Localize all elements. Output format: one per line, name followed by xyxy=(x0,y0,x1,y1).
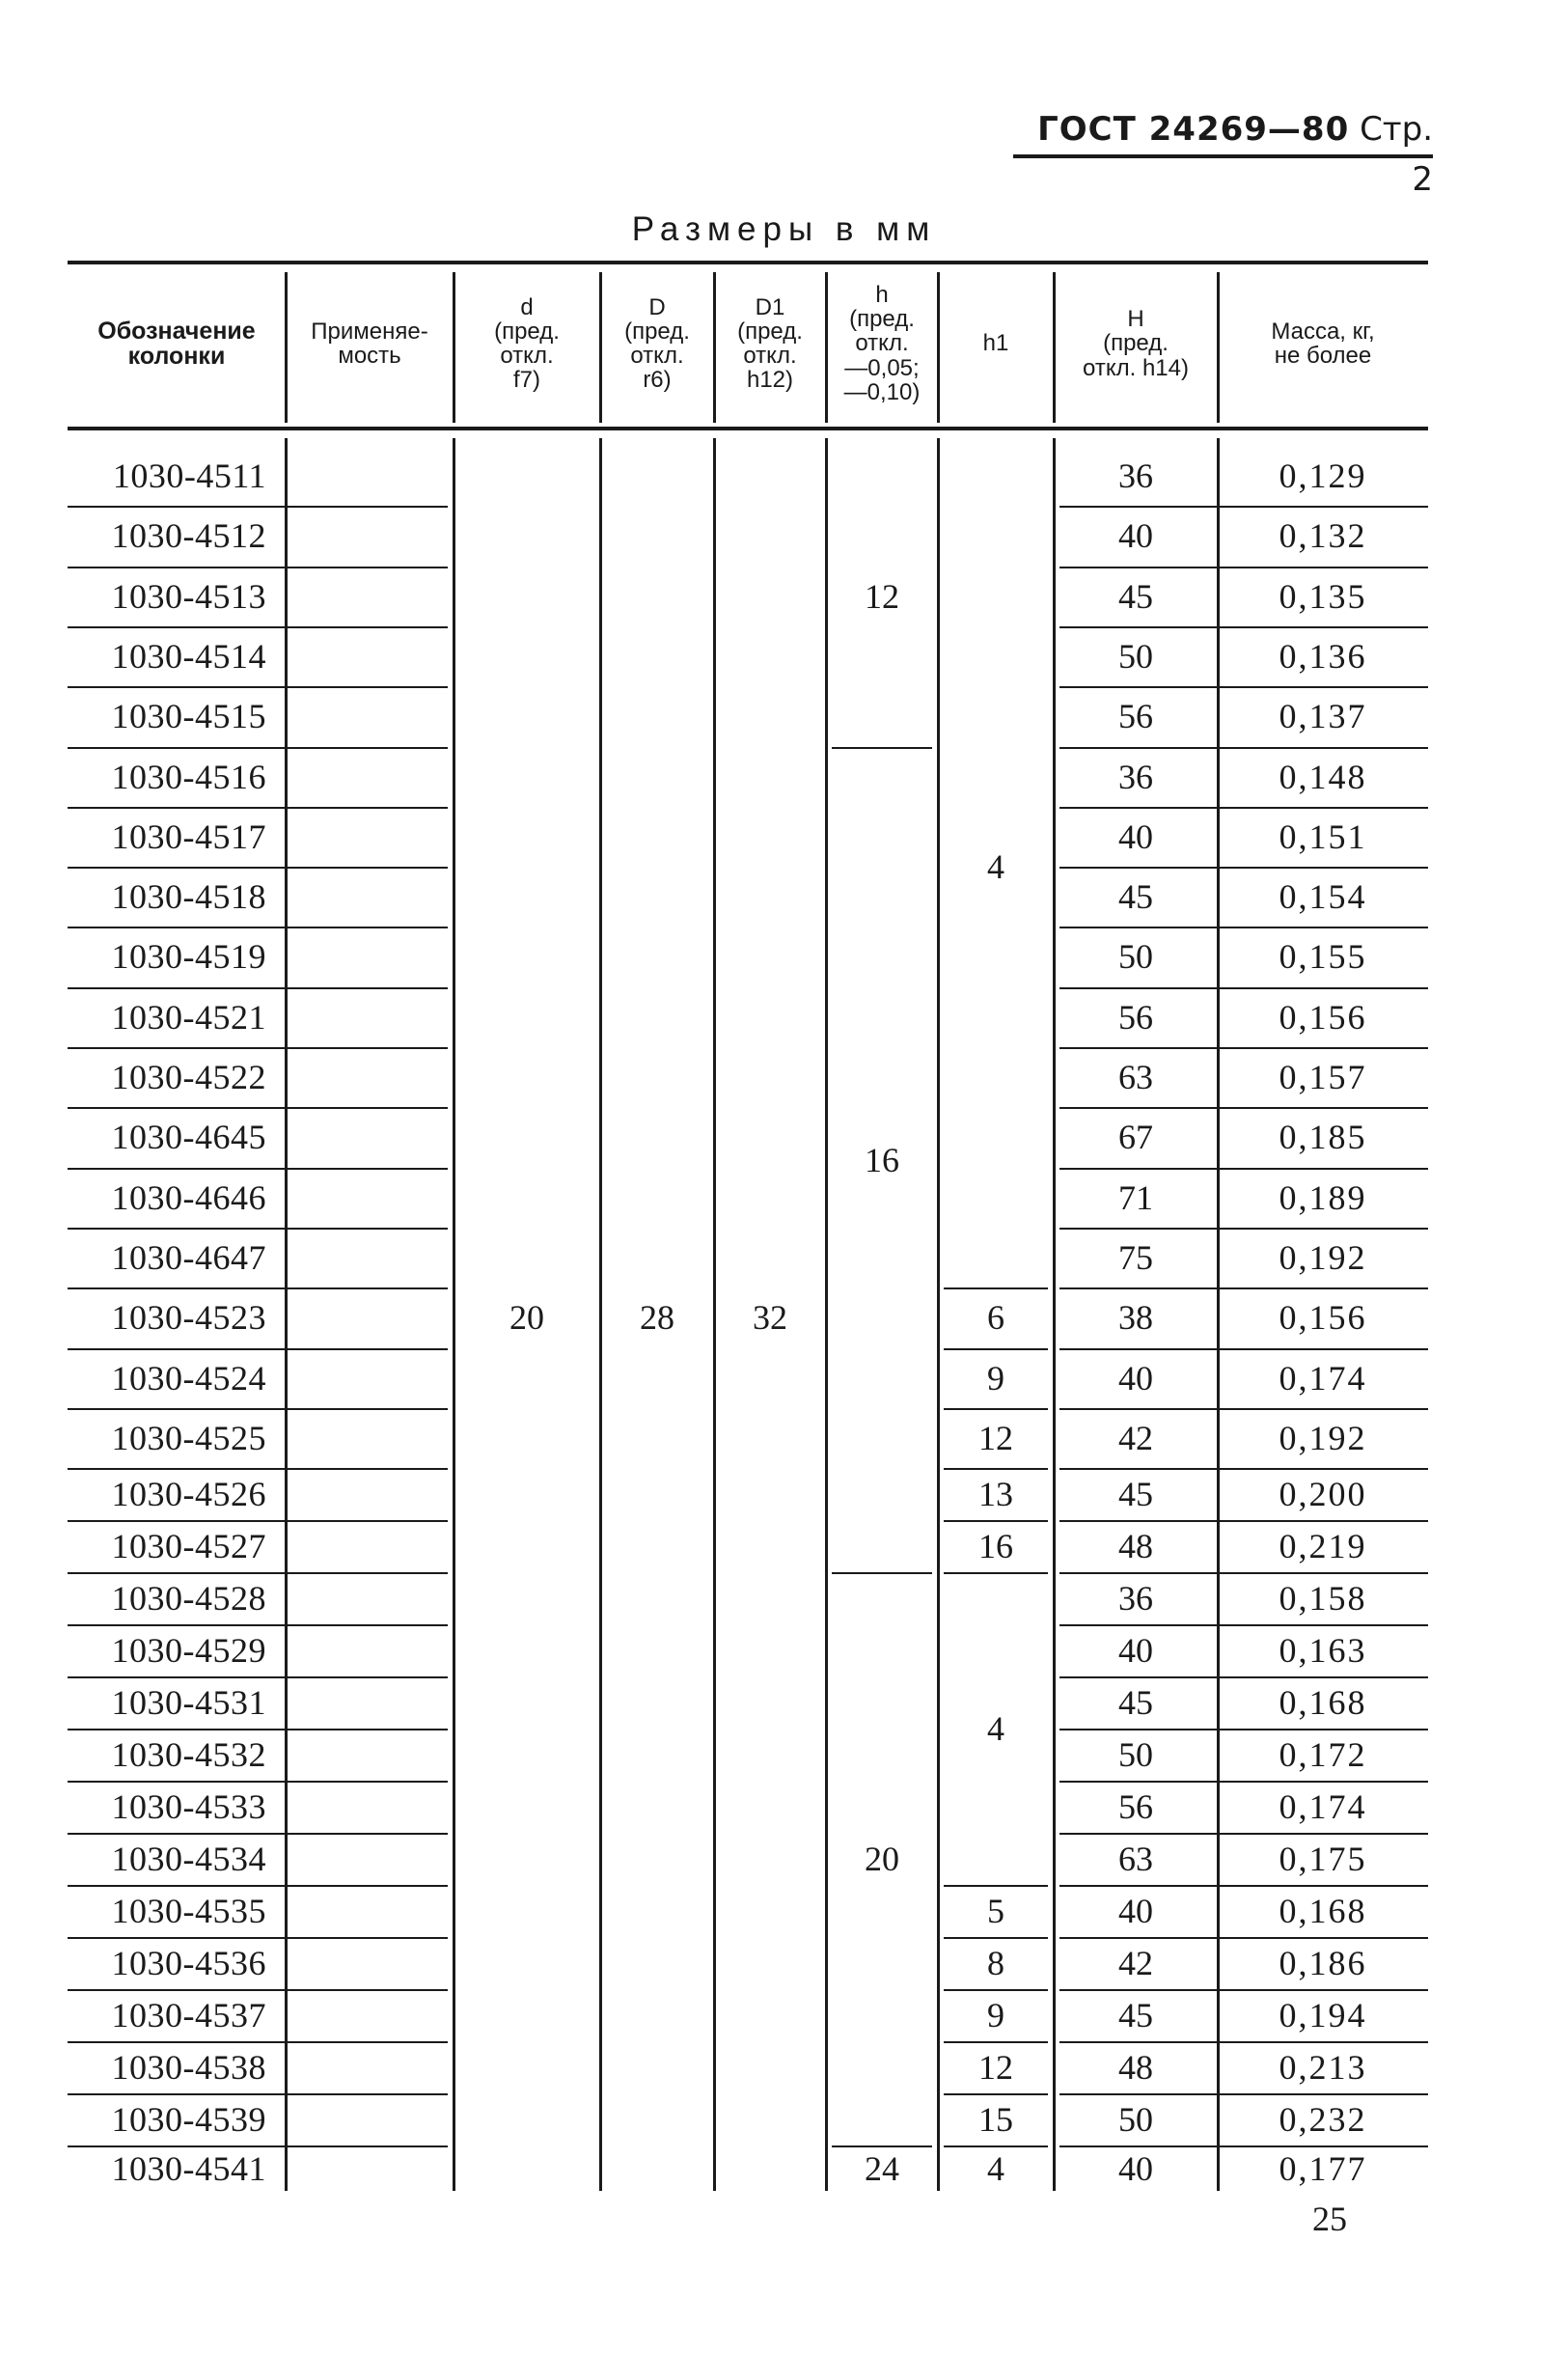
column-header: h (пред. откл. —0,05; —0,10) xyxy=(843,282,921,405)
header-col-divider xyxy=(1217,272,1220,423)
column-header: Обозначение колонки xyxy=(97,317,256,370)
H-value-cell: 56 xyxy=(1118,998,1153,1037)
column-header: Применяе- мость xyxy=(311,318,428,369)
mass-value-cell: 0,194 xyxy=(1279,1996,1367,2035)
applicability-cell xyxy=(286,1572,454,1624)
h-group-value: 16 xyxy=(865,1141,899,1179)
header-col-divider xyxy=(1053,272,1056,423)
H-value-cell: 63 xyxy=(1118,1840,1153,1878)
applicability-cell xyxy=(286,747,454,807)
designation-cell: 1030-4514 xyxy=(111,637,266,676)
H-value-cell: 42 xyxy=(1118,1419,1153,1457)
applicability-cell xyxy=(286,1885,454,1937)
H-value-cell: 36 xyxy=(1118,457,1153,495)
applicability-cell xyxy=(286,686,454,746)
designation-cell: 1030-4525 xyxy=(111,1419,266,1457)
merged-value-d1: 32 xyxy=(753,1298,787,1337)
designation-cell: 1030-4524 xyxy=(111,1359,266,1398)
designation-cell: 1030-4647 xyxy=(111,1238,266,1277)
applicability-cell xyxy=(286,2093,454,2145)
H-value-cell: 40 xyxy=(1118,817,1153,856)
mass-value-cell: 0,186 xyxy=(1279,1944,1367,1982)
H-value-cell: 40 xyxy=(1118,516,1153,555)
mass-value-cell: 0,232 xyxy=(1279,2100,1367,2139)
mass-value-cell: 0,174 xyxy=(1279,1359,1367,1398)
designation-cell: 1030-4537 xyxy=(111,1996,266,2035)
H-value-cell: 45 xyxy=(1118,877,1153,916)
H-value-cell: 45 xyxy=(1118,1683,1153,1722)
H-value-cell: 71 xyxy=(1118,1178,1153,1217)
mass-value-cell: 0,137 xyxy=(1279,697,1367,735)
h1-group-value: 4 xyxy=(987,1709,1004,1748)
column-header: H (пред. откл. h14) xyxy=(1083,306,1189,381)
mass-value-cell: 0,219 xyxy=(1279,1527,1367,1565)
applicability-cell xyxy=(286,1624,454,1676)
h-group-value: 24 xyxy=(865,2148,899,2188)
designation-cell: 1030-4541 xyxy=(111,2148,266,2188)
designation-cell: 1030-4645 xyxy=(111,1118,266,1156)
page-label: Стр. 2 xyxy=(1360,110,1433,199)
header-col-divider xyxy=(825,272,828,423)
designation-cell: 1030-4529 xyxy=(111,1631,266,1670)
H-value-cell: 40 xyxy=(1118,1631,1153,1670)
designation-cell: 1030-4522 xyxy=(111,1058,266,1096)
designation-cell: 1030-4516 xyxy=(111,758,266,796)
mass-value-cell: 0,132 xyxy=(1279,516,1367,555)
designation-cell: 1030-4646 xyxy=(111,1178,266,1217)
H-value-cell: 75 xyxy=(1118,1238,1153,1277)
applicability-cell xyxy=(286,1468,454,1520)
applicability-cell xyxy=(286,807,454,867)
h1-group-value: 4 xyxy=(987,2148,1004,2188)
h1-group-value: 16 xyxy=(978,1527,1013,1565)
h1-group-value: 6 xyxy=(987,1298,1004,1337)
table-top-rule xyxy=(68,261,1428,264)
mass-value-cell: 0,163 xyxy=(1279,1631,1367,1670)
H-value-cell: 63 xyxy=(1118,1058,1153,1096)
designation-cell: 1030-4512 xyxy=(111,516,266,555)
designation-cell: 1030-4527 xyxy=(111,1527,266,1565)
mass-value-cell: 0,175 xyxy=(1279,1840,1367,1878)
header-col-divider xyxy=(453,272,455,423)
merged-value-d: 20 xyxy=(509,1298,544,1337)
header-col-divider xyxy=(937,272,940,423)
H-value-cell: 50 xyxy=(1118,937,1153,976)
mass-value-cell: 0,177 xyxy=(1279,2148,1367,2188)
H-value-cell: 48 xyxy=(1118,2048,1153,2087)
applicability-cell xyxy=(286,506,454,566)
standard-number: ГОСТ 24269—80 xyxy=(1037,110,1350,149)
applicability-cell xyxy=(286,927,454,986)
mass-value-cell: 0,192 xyxy=(1279,1238,1367,1277)
header-col-divider xyxy=(713,272,716,423)
mass-value-cell: 0,200 xyxy=(1279,1475,1367,1513)
H-value-cell: 56 xyxy=(1118,697,1153,735)
h1-group-value: 12 xyxy=(978,1419,1013,1457)
applicability-cell xyxy=(286,1937,454,1989)
h1-group-value: 5 xyxy=(987,1892,1004,1930)
H-value-cell: 45 xyxy=(1118,1475,1153,1513)
h1-group-value: 4 xyxy=(987,847,1004,886)
mass-value-cell: 0,192 xyxy=(1279,1419,1367,1457)
H-value-cell: 67 xyxy=(1118,1118,1153,1156)
mass-value-cell: 0,148 xyxy=(1279,758,1367,796)
mass-value-cell: 0,168 xyxy=(1279,1683,1367,1722)
applicability-cell xyxy=(286,1228,454,1287)
applicability-cell xyxy=(286,1781,454,1833)
header-bottom-rule xyxy=(68,427,1428,430)
designation-cell: 1030-4539 xyxy=(111,2100,266,2139)
mass-value-cell: 0,185 xyxy=(1279,1118,1367,1156)
page-number: 25 xyxy=(1312,2200,1347,2238)
applicability-cell xyxy=(286,1676,454,1729)
applicability-cell xyxy=(286,626,454,686)
H-value-cell: 40 xyxy=(1118,1892,1153,1930)
H-value-cell: 36 xyxy=(1118,1579,1153,1618)
mass-value-cell: 0,136 xyxy=(1279,637,1367,676)
designation-cell: 1030-4526 xyxy=(111,1475,266,1513)
H-value-cell: 48 xyxy=(1118,1527,1153,1565)
designation-cell: 1030-4511 xyxy=(112,457,266,495)
mass-value-cell: 0,189 xyxy=(1279,1178,1367,1217)
mass-value-cell: 0,156 xyxy=(1279,1298,1367,1337)
applicability-cell xyxy=(286,1833,454,1885)
mass-value-cell: 0,135 xyxy=(1279,577,1367,616)
column-header: D1 (пред. откл. h12) xyxy=(737,293,803,394)
applicability-cell xyxy=(286,1729,454,1781)
applicability-cell xyxy=(286,1168,454,1228)
H-value-cell: 42 xyxy=(1118,1944,1153,1982)
applicability-cell xyxy=(286,446,454,506)
mass-value-cell: 0,129 xyxy=(1279,457,1367,495)
applicability-cell xyxy=(286,567,454,626)
mass-value-cell: 0,151 xyxy=(1279,817,1367,856)
column-header: h1 xyxy=(982,330,1009,357)
h1-group-value: 13 xyxy=(978,1475,1013,1513)
designation-cell: 1030-4536 xyxy=(111,1944,266,1982)
applicability-cell xyxy=(286,1520,454,1572)
h1-group-value: 9 xyxy=(987,1359,1004,1398)
H-value-cell: 45 xyxy=(1118,1996,1153,2035)
h1-group-value: 8 xyxy=(987,1944,1004,1982)
designation-cell: 1030-4528 xyxy=(111,1579,266,1618)
applicability-cell xyxy=(286,1348,454,1408)
designation-cell: 1030-4534 xyxy=(111,1840,266,1878)
designation-cell: 1030-4521 xyxy=(111,998,266,1037)
designation-cell: 1030-4523 xyxy=(111,1298,266,1337)
H-value-cell: 40 xyxy=(1118,1359,1153,1398)
applicability-cell xyxy=(286,2041,454,2093)
H-value-cell: 56 xyxy=(1118,1787,1153,1826)
designation-cell: 1030-4538 xyxy=(111,2048,266,2087)
applicability-cell xyxy=(286,1287,454,1347)
h1-group-value: 9 xyxy=(987,1996,1004,2035)
designation-cell: 1030-4515 xyxy=(111,697,266,735)
designation-cell: 1030-4519 xyxy=(111,937,266,976)
column-header: Масса, кг, не более xyxy=(1271,318,1375,369)
designation-cell: 1030-4531 xyxy=(111,1683,266,1722)
designation-cell: 1030-4513 xyxy=(111,577,266,616)
mass-value-cell: 0,158 xyxy=(1279,1579,1367,1618)
H-value-cell: 45 xyxy=(1118,577,1153,616)
H-value-cell: 38 xyxy=(1118,1298,1153,1337)
h-group-value: 20 xyxy=(865,1840,899,1878)
H-value-cell: 50 xyxy=(1118,637,1153,676)
h1-group-value: 12 xyxy=(978,2048,1013,2087)
designation-cell: 1030-4535 xyxy=(111,1892,266,1930)
table-caption: Размеры в мм xyxy=(631,210,937,248)
header-col-divider xyxy=(599,272,602,423)
designation-cell: 1030-4518 xyxy=(111,877,266,916)
designation-cell: 1030-4533 xyxy=(111,1787,266,1826)
mass-value-cell: 0,168 xyxy=(1279,1892,1367,1930)
mass-value-cell: 0,157 xyxy=(1279,1058,1367,1096)
applicability-cell xyxy=(286,1408,454,1468)
mass-value-cell: 0,174 xyxy=(1279,1787,1367,1826)
designation-cell: 1030-4532 xyxy=(111,1735,266,1774)
column-header: D (пред. откл. r6) xyxy=(624,293,690,394)
designation-cell: 1030-4517 xyxy=(111,817,266,856)
applicability-cell xyxy=(286,1107,454,1167)
h1-group-value: 15 xyxy=(978,2100,1013,2139)
mass-value-cell: 0,154 xyxy=(1279,877,1367,916)
applicability-cell xyxy=(286,1047,454,1107)
h-group-value: 12 xyxy=(865,577,899,616)
H-value-cell: 40 xyxy=(1118,2148,1153,2188)
applicability-cell xyxy=(286,867,454,927)
mass-value-cell: 0,155 xyxy=(1279,937,1367,976)
H-value-cell: 50 xyxy=(1118,1735,1153,1774)
H-value-cell: 50 xyxy=(1118,2100,1153,2139)
mass-value-cell: 0,172 xyxy=(1279,1735,1367,1774)
applicability-cell xyxy=(286,987,454,1047)
H-value-cell: 36 xyxy=(1118,758,1153,796)
header-col-divider xyxy=(285,272,288,423)
mass-value-cell: 0,156 xyxy=(1279,998,1367,1037)
column-header: d (пред. откл. f7) xyxy=(494,293,560,394)
applicability-cell xyxy=(286,2145,454,2191)
merged-value-d: 28 xyxy=(640,1298,674,1337)
mass-value-cell: 0,213 xyxy=(1279,2048,1367,2087)
applicability-cell xyxy=(286,1989,454,2041)
